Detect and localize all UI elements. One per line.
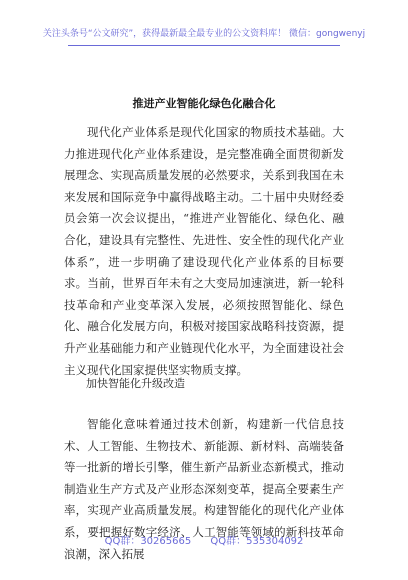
body-paragraph-1	[64, 122, 344, 381]
paragraph-text: 现代化产业体系是现代化国家的物质技术基础。大力推进现代化产业体系建设，是完整准确全面贯彻新发展理念、实现高质量发展的必然要求，关系到我国在未来发展和国际竞争中赢得战略主动。二十届中央财经委员会第一次会议提出，“推进产业智能化、绿色化、融合化，建设具有完整性、先进性、安全性的现代化产业体系”，进一步明确了建设现代化产业体系的目标要求。当前，世界百年未有之大变局加速演进，新一轮科技革命和产业变革深入发展，必须按照智能化、绿色化、融合化发展方向，积极对接国家战略科技资源，提升产业基础能力和产业链现代化水平，为全面建设社会主义现代化国家提供坚实物质支撑。	[64, 125, 344, 377]
section-heading-text: 加快智能化升级改造	[86, 377, 185, 390]
header-note: 关注头条号“公文研究”，获得最新最全最专业的公文资料库！ 微信：gongwenyj	[42, 29, 366, 39]
footer-contacts	[0, 532, 408, 547]
document-title: 推进产业智能化绿色化融合化	[132, 97, 276, 110]
section-heading	[64, 373, 344, 395]
paragraph-text: 智能化意味着通过技术创新，构建新一代信息技术、人工智能、生物技术、新能源、新材料、高端装备等一批新的增长引擎，催生新产品新业态新模式，推动制造业生产方式及产业形态深刻变革，提高全要素生产率，实现产业高质量发展。构建智能化的现代化产业体系，要把握好数字经济、人工智能等领域的新科技革命浪潮，深入拓展	[64, 417, 344, 561]
footer-qq-group-1: QQ群：30265665	[104, 536, 192, 547]
footer-qq-group-2: QQ群：535304092	[210, 536, 304, 547]
header-divider	[68, 45, 340, 46]
